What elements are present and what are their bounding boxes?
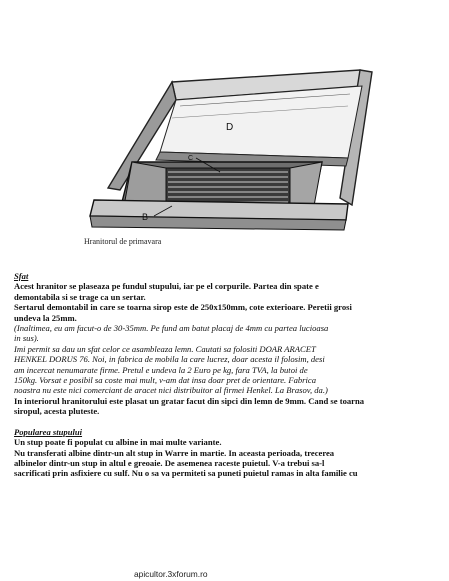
label-c: C (188, 155, 194, 162)
figure-caption: Hranitorul de primavara (84, 237, 162, 246)
text-line: in sus). (14, 333, 39, 344)
text-line: albinelor dintr-un stup in altul e greoaie. De asemenea raceste puietul. V-a trebui sa-l (14, 457, 325, 468)
text-line: In interiorul hranitorului este plasat un gratar facut din sipci din lemn de 9mm. Cand se toarna (14, 395, 365, 406)
site-footer: apicultor.3xforum.ro (134, 569, 208, 579)
text-line: Nu transferati albine dintr-un alt stup in Warre in martie. In aceasta perioada, trecerea (14, 447, 335, 458)
text-line: sacrificati prin asfixiere cu sulf. Nu o sa va permiteti sa puneti puietul ramas in alta familie cu (14, 468, 358, 479)
document-body (14, 271, 439, 479)
text-line: noastra nu este nici comerciant de aracet nici distribuitor al firmei Henkel. La Brasov, da.) (14, 385, 328, 396)
section-heading-popularea: Popularea stupului (14, 426, 83, 437)
label-b: B (142, 212, 149, 222)
text-line: Un stup poate fi populat cu albine in mai multe variante. (14, 437, 222, 448)
label-d: D (226, 122, 234, 133)
feeder-drawing (80, 40, 375, 235)
feeder-illustration (80, 40, 375, 235)
text-line: demontabila si se trage ca un sertar. (14, 291, 146, 302)
section-heading-sfat: Sfat (14, 271, 29, 281)
text-line: 150kg. Vorsat e posibil sa coste mai mult, v-am dat insa doar pret de orientare. Fabrica (14, 375, 317, 386)
text-line: HENKEL DORUS 76. Noi, in fabrica de mobila la care lucrez, doar acesta il folosim, desi (14, 354, 325, 365)
text-line: Sertarul demontabil in care se toarna sirop este de 250x150mm, cote exterioare. Peretii grosi (14, 302, 352, 313)
text-line: (Inaltimea, eu am facut-o de 30-35mm. Pe fund am batut placaj de 4mm cu partea lucioasa (14, 323, 329, 334)
text-line: Imi permit sa dau un sfat celor ce asambleaza lemn. Cautati sa folositi DOAR ARACET (14, 343, 316, 354)
text-line: undeva la 25mm. (14, 312, 77, 323)
text-line: am incercat nenumarate firme. Pretul e undeva la 2 Euro pe kg, fara TVA, la butoi de (14, 364, 308, 375)
text-line: siropul, acesta pluteste. (14, 406, 100, 417)
text-line: Acest hranitor se plaseaza pe fundul stupului, iar pe el corpurile. Partea din spate e (14, 281, 319, 292)
